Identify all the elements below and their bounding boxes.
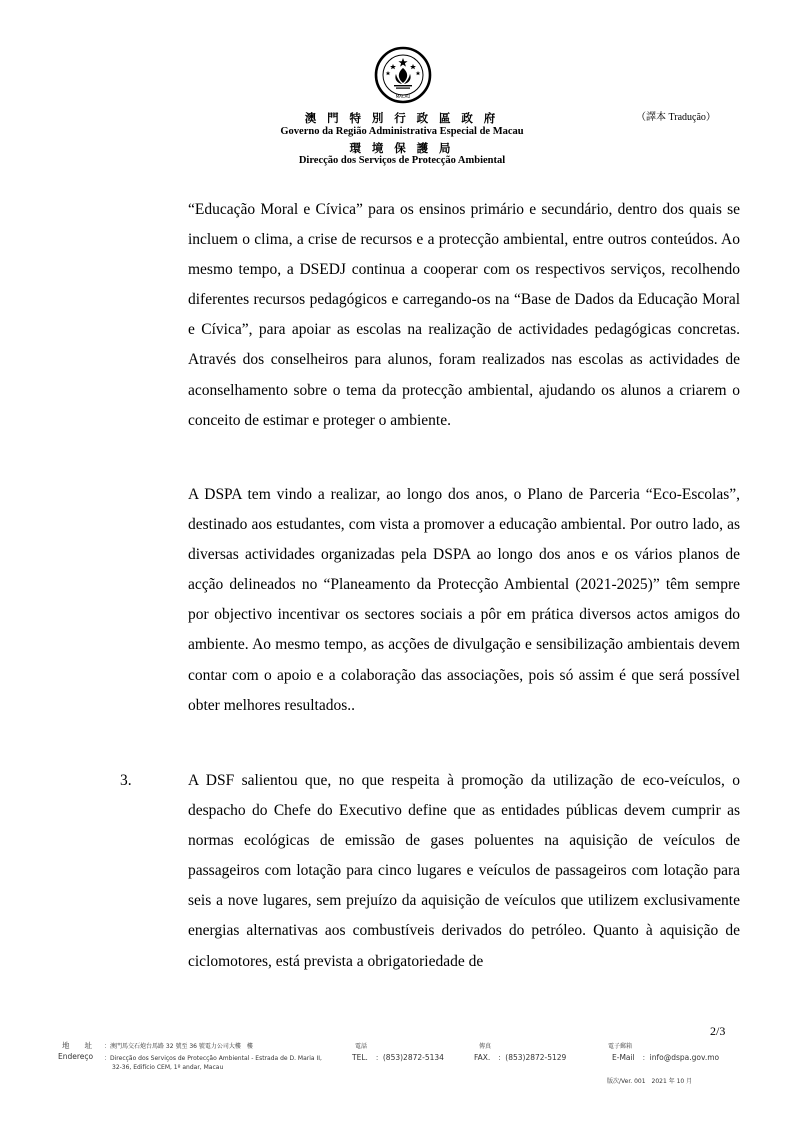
page-number: 2/3: [710, 1024, 726, 1038]
paragraph-2: A DSPA tem vindo a realizar, ao longo dos anos, o Plano de Parceria “Eco-Escolas”, destinado aos estudantes, com vista a promover a educação ambiental. Por outro lado, as diversas actividades organizadas pela DSPA ao longo dos anos e os vários planos de acção delineados no “Planeamento da Protecção Ambiental (2021-2025)” têm sempre por objectivo incentivar os sectores sociais a pôr em prática diversos actos amigos do ambiente. Ao mesmo tempo, as acções de divulgação e sensibilização ambientais devem contar com o apoio e a colaboração das associações, pois só assim é que será possível obter melhores resultados..: [188, 486, 740, 714]
tel-number: TEL. ：(853)2872-5134: [352, 1053, 444, 1062]
emblem-text: MACAU: [395, 94, 411, 99]
header-gov-pt: Governo da Região Administrativa Especial de Macau: [280, 126, 524, 137]
header-dept-pt: Direcção dos Serviços de Protecção Ambiental: [298, 155, 506, 166]
item-3-text: A DSF salientou que, no que respeita à promoção da utilização de eco-veículos, o despacho do Chefe do Executivo define que as entidades públicas devem cumprir as normas ecológicas de emissão de gases poluentes na aquisição de veículos de passageiros com lotação para cinco lugares e veículos de passageiros com lotação para seis a nove lugares, sem prejuízo da aquisição de veículos que utilizem exclusivamente energias alternativas aos combustíveis derivados do petróleo. Quanto à aquisição de ciclomotores, está prevista a obrigatoriedade de: [188, 772, 740, 970]
fax-label-cn: 傳真: [479, 1043, 492, 1050]
version-note: 版次/Ver. 001 2021 年 10 月: [607, 1078, 693, 1085]
address-cn: ：澳門馬交石炮台馬路 32 號至 36 號電力公司大樓 樓: [104, 1043, 253, 1050]
header-gov-cn: 澳 門 特 別 行 政 區 政 府: [304, 113, 500, 125]
address-label-cn: 地 址: [62, 1041, 92, 1050]
address-label-pt: Endereço: [58, 1052, 94, 1061]
macau-emblem-icon: [372, 46, 434, 106]
address-pt-line2: 32-36, Edifício CEM, 1º andar, Macau: [112, 1064, 224, 1071]
email-label-cn: 電子郵箱: [608, 1043, 633, 1050]
fax-number: FAX. ：(853)2872-5129: [474, 1053, 567, 1062]
paragraph-1: “Educação Moral e Cívica” para os ensinos primário e secundário, dentro dos quais se incluem o clima, a crise de recursos e a protecção ambiental, entre outros conteúdos. Ao mesmo tempo, a DSEDJ continua a cooperar com os respectivos serviços, recolhendo diferentes recursos pedagógicos e carregando-os na “Base de Dados da Educação Moral e Cívica”, para apoiar as escolas na realização de actividades pedagógicas concretas. Através dos conselheiros para alunos, foram realizados nas escolas as actividades de aconselhamento sobre o tema da protecção ambiental, ajudando os alunos a criarem o conceito de estimar e proteger o ambiente.: [188, 201, 740, 429]
header-dept-cn: 環 境 保 護 局: [349, 143, 455, 155]
item-number: 3.: [120, 772, 132, 789]
email-address: E-Mail ：info@dspa.gov.mo: [612, 1053, 720, 1062]
tel-label-cn: 電話: [355, 1043, 368, 1050]
address-pt-line1: ：Direcção dos Serviços de Protecção Ambiental - Estrada de D. Maria II,: [104, 1055, 322, 1062]
translation-note: （譯本 Tradução）: [636, 112, 716, 123]
